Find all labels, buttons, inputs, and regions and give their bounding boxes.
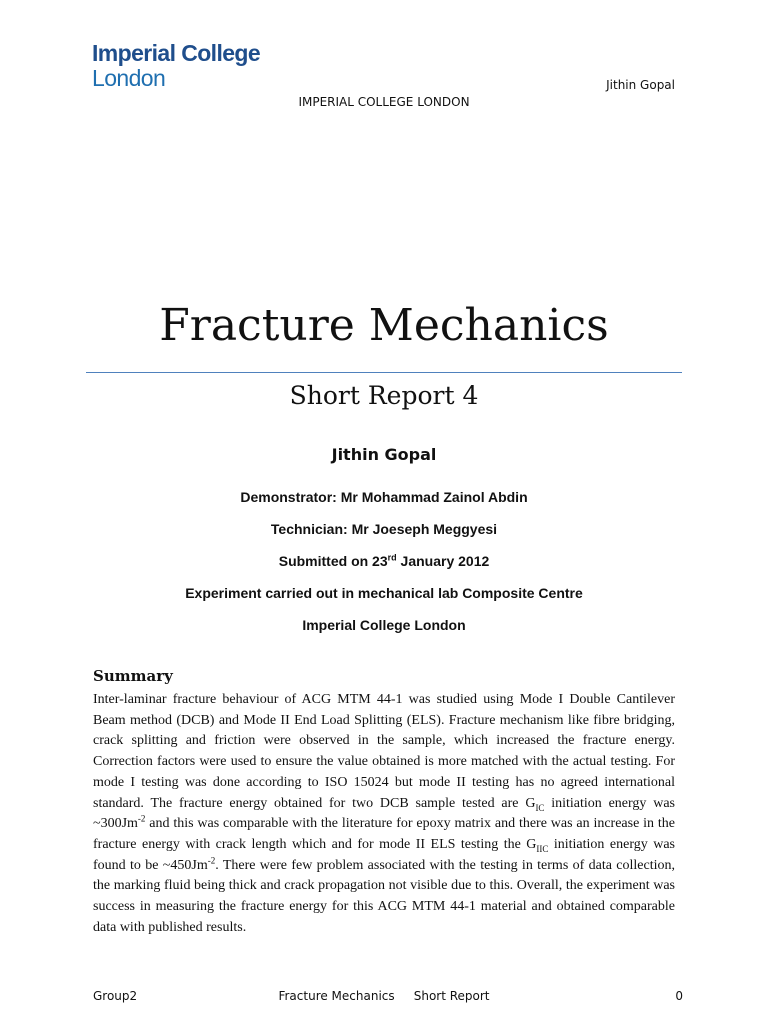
summary-sub-2: IIC	[536, 843, 549, 854]
summary-text-3: and this was comparable with the literature for epoxy matrix and there was an increase in the fracture energy with crack length which and for mode II ELS testing the G	[93, 816, 675, 852]
document-title: Fracture Mechanics	[159, 300, 609, 351]
location-line: Imperial College London	[302, 617, 466, 633]
demonstrator-line: Demonstrator: Mr Mohammad Zainol Abdin	[240, 489, 528, 505]
summary-text-1: Inter-laminar fracture behaviour of ACG MTM 44-1 was studied using Mode I Double Cantilever Beam method (DCB) and Mode II End Load Splitting (ELS). Fracture mechanism like fibre bridging, crack splitting and friction were observed in the sample, which increased the fracture energy. Correction factors were used to ensure the value obtained is more matched with the actual testing. For mode I testing was done according to ISO 15024 but mode II testing has no agreed international standard. The fracture energy obtained for two DCB sample tested are G	[93, 692, 675, 811]
footer-group: Group2	[93, 989, 138, 1003]
submitted-sup: rd	[387, 552, 397, 563]
summary-paragraph	[93, 690, 675, 938]
summary-heading: Summary	[93, 667, 173, 685]
submitted-line	[0, 553, 768, 569]
experiment-line: Experiment carried out in mechanical lab Composite Centre	[185, 585, 583, 601]
header-author: Jithin Gopal	[606, 78, 675, 92]
submitted-post: January 2012	[396, 553, 490, 569]
document-subtitle: Short Report 4	[289, 381, 479, 410]
logo-line-2: London	[92, 65, 166, 91]
imperial-college-logo	[92, 42, 260, 90]
page-number: 0	[675, 989, 683, 1003]
technician-line: Technician: Mr Joeseph Meggyesi	[270, 521, 498, 537]
title-divider	[86, 372, 682, 373]
summary-text-5: . There were few problem associated with the testing in terms of data collection, the marking fluid being thick and crack propagation not visible due to this. Overall, the experiment was success in measuring the fracture energy for this ACG MTM 44-1 material and obtained comparable data with published results.	[93, 857, 675, 935]
summary-text-4: initiation energy was found to be ~450Jm	[93, 836, 675, 873]
footer-title: Fracture Mechanics Short Report	[278, 989, 490, 1003]
header-institution: IMPERIAL COLLEGE LONDON	[298, 95, 470, 109]
author-name: Jithin Gopal	[331, 445, 437, 464]
summary-text-2: initiation energy was ~300Jm	[93, 795, 675, 832]
summary-sup-2: -2	[207, 854, 216, 865]
summary-sub-1: IC	[535, 802, 545, 813]
summary-sup-1: -2	[137, 813, 146, 824]
submitted-pre: Submitted on 23	[278, 553, 388, 569]
logo-line-1: Imperial College	[92, 40, 261, 66]
